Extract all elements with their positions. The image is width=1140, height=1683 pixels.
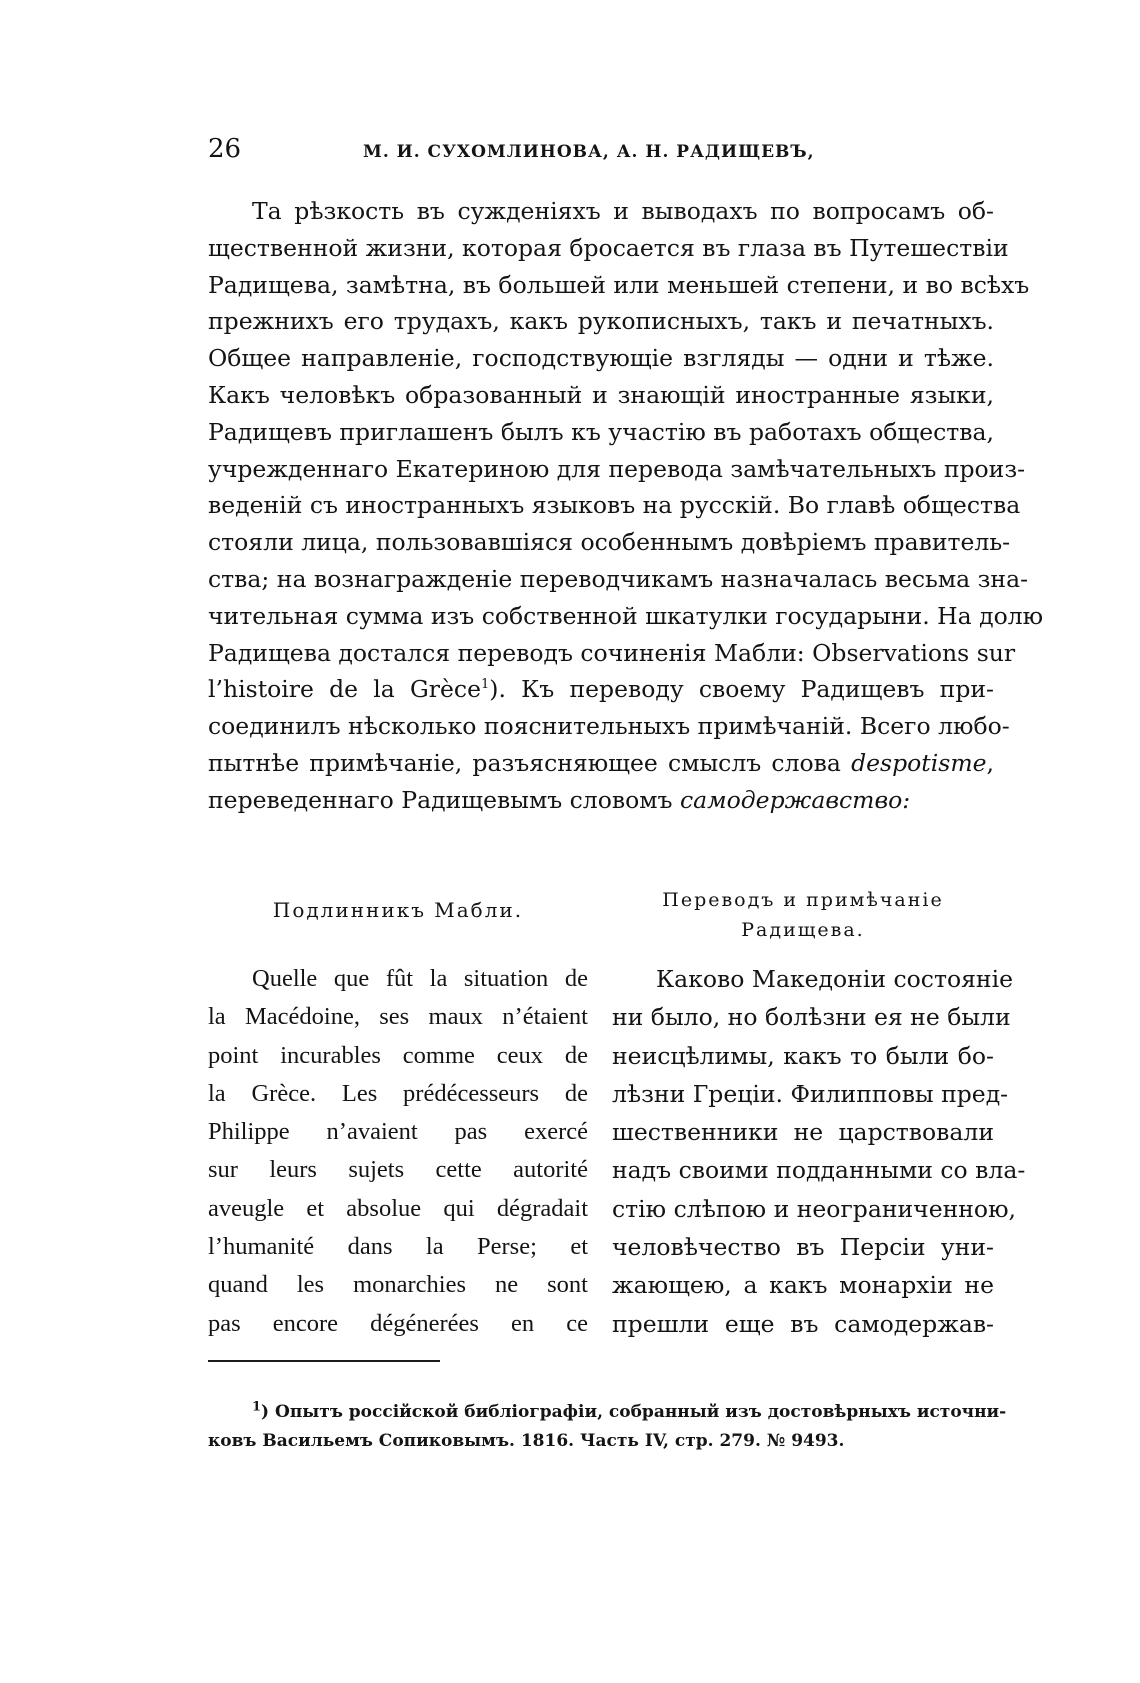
left-column-text — [208, 960, 588, 1343]
italic-term: самодержавство: — [679, 785, 911, 814]
text-line: Philippe n’avaient pas exercé — [208, 1118, 588, 1146]
text-line: Радищева достался переводъ сочиненія Мабли: Observations sur — [208, 638, 1016, 667]
text-line: стію слѣпою и неограниченною, — [612, 1194, 1016, 1223]
footnote — [208, 1398, 1007, 1456]
text-line: стояли лица, пользовавшіяся особеннымъ довѣріемъ правитель- — [208, 528, 1011, 557]
text-line: Радищевъ приглашенъ былъ къ участію въ работахъ общества, — [208, 417, 994, 446]
text-fragment: пытнѣе примѣчаніе, разъясняющее смыслъ слова — [208, 748, 852, 777]
text-line: Какъ человѣкъ образованный и знающій иностранные языки, — [208, 380, 994, 409]
text-fragment: l’histoire de la Grèce — [208, 675, 481, 704]
text-line — [208, 1398, 1007, 1427]
text-line: Радищева, замѣтна, въ большей или меньшей степени, и во всѣхъ — [208, 270, 1030, 299]
text-line: la Macédoine, ses maux n’étaient — [208, 1003, 588, 1031]
text-line: жающею, а какъ монархіи не — [612, 1271, 994, 1300]
text-line: Quelle que fût la situation de — [252, 965, 588, 992]
text-fragment: , — [986, 748, 994, 777]
right-title-line: Переводъ и примѣчаніе — [662, 889, 944, 911]
text-line: веденій съ иностранныхъ языковъ на русскій. Во главѣ общества — [208, 491, 1021, 520]
text-line: l’humanité dans la Perse; et — [208, 1233, 588, 1261]
text-line: прежнихъ его трудахъ, какъ рукописныхъ, такъ и печатныхъ. — [208, 307, 994, 336]
text-line: Та рѣзкость въ сужденіяхъ и выводахъ по вопросамъ об- — [252, 197, 994, 225]
right-column-text — [612, 960, 1026, 1343]
right-column-title — [612, 885, 994, 945]
text-line: учрежденнаго Екатериною для перевода замѣчательныхъ произ- — [208, 454, 1026, 483]
text-fragment: переведеннаго Радищевымъ словомъ — [208, 785, 680, 814]
footnote-divider — [208, 1360, 440, 1362]
left-column-title: Подлинникъ Мабли. — [272, 898, 524, 922]
text-line: aveugle et absolue qui dégradait — [208, 1194, 588, 1222]
text-line: point incurables comme ceux de — [208, 1041, 588, 1069]
text-line: la Grèce. Les prédécesseurs de — [208, 1079, 588, 1107]
text-line: шественники не царствовали — [612, 1118, 994, 1147]
text-line: ни было, но болѣзни ея не были — [612, 1003, 1011, 1032]
text-line: надъ своими подданными со вла- — [612, 1156, 1026, 1185]
page-number: 26 — [208, 134, 242, 164]
text-line: неисцѣлимы, какъ то были бо- — [612, 1041, 994, 1070]
text-line: quand les monarchies ne sont — [208, 1271, 588, 1299]
text-line: sur leurs sujets cette autorité — [208, 1156, 588, 1184]
text-line: Общее направленіе, господствующіе взгляды — одни и тѣже. — [208, 344, 994, 373]
text-line: прешли еще въ самодержав- — [612, 1309, 994, 1338]
text-line: ства; на вознагражденіе переводчикамъ назначалась весьма зна- — [208, 564, 1029, 593]
running-head: М. И. СУХОМЛИНОВА, А. Н. РАДИЩЕВЪ, — [363, 142, 815, 162]
text-fragment: ) Опытъ россійской библіографіи, собранный изъ достовѣрныхъ источни- — [261, 1402, 1007, 1422]
text-line: лѣзни Греціи. Филипповы пред- — [612, 1079, 1009, 1108]
footnote-marker: 1 — [252, 1399, 262, 1415]
text-line: соединилъ нѣсколько пояснительныхъ примѣчаній. Всего любо- — [208, 712, 1010, 741]
italic-term: despotisme — [851, 748, 987, 777]
text-line: чительная сумма изъ собственной шкатулки государыни. На долю — [208, 601, 1044, 630]
text-line: щественной жизни, которая бросается въ глаза въ Путешествіи — [208, 233, 1009, 262]
text-line: pas encore dégénerées en ce — [208, 1309, 588, 1337]
footnote-ref: 1 — [481, 677, 490, 693]
text-fragment: ). Къ переводу своему Радищевъ при- — [489, 675, 994, 704]
text-line: человѣчество въ Персіи уни- — [612, 1233, 994, 1262]
text-line: ковъ Васильемъ Сопиковымъ. 1816. Часть IV, стр. 279. № 9493. — [208, 1431, 845, 1451]
right-title-line: Радищева. — [741, 919, 865, 941]
text-line: Каково Македоніи состояніе — [656, 965, 1014, 993]
